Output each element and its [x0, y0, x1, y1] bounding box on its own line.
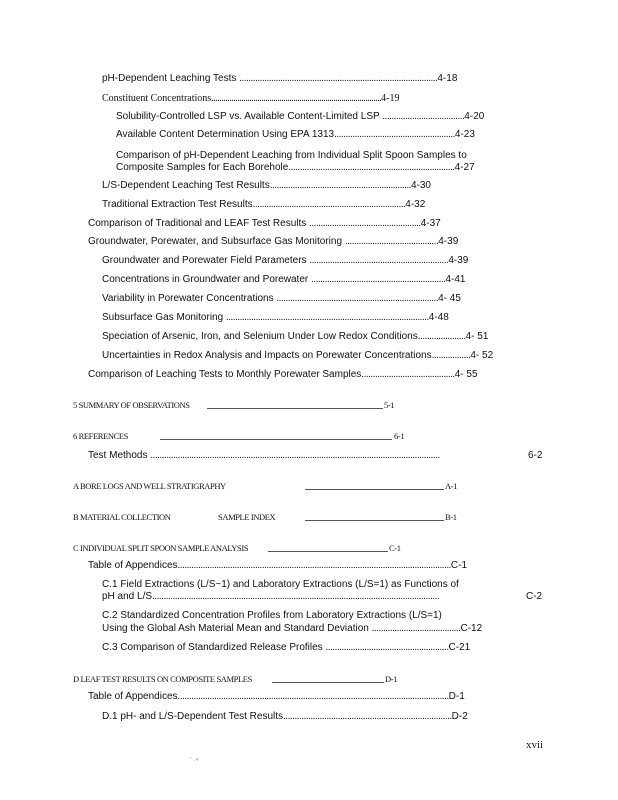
- toc-entry[interactable]: Table of Appendices........................................................................................................................C-1: [88, 560, 468, 571]
- toc-appendix-d[interactable]: D LEAF TEST RESULTS ON COMPOSITE SAMPLES: [73, 674, 252, 684]
- toc-entry[interactable]: Test Methods ...............................................................................................................................: [88, 450, 440, 461]
- toc-appendix-a[interactable]: A BORE LOGS AND WELL STRATIGRAPHY: [73, 481, 226, 491]
- toc-entry[interactable]: Variability in Porewater Concentrations .......................................................................4- 45: [102, 293, 461, 304]
- leader-rule: [268, 551, 388, 552]
- toc-appendix-b-page: B-1: [445, 512, 457, 522]
- leader-rule: [305, 520, 444, 521]
- toc-entry[interactable]: L/S-Dependent Leaching Test Results..............................................................4-30: [102, 180, 431, 191]
- toc-entry[interactable]: Speciation of Arsenic, Iron, and Selenium Under Low Redox Conditions.....................4- 51: [102, 331, 489, 342]
- leader-rule: [305, 489, 444, 490]
- toc-entry[interactable]: Groundwater, Porewater, and Subsurface Gas Monitoring .........................................4-39: [88, 236, 459, 247]
- toc-entry-continued[interactable]: Using the Global Ash Material Mean and Standard Deviation .......................................C-12: [102, 623, 483, 634]
- toc-entry[interactable]: Constituent Concentrations.....................................................................................4-19: [102, 93, 400, 104]
- toc-entry[interactable]: Comparison of Leaching Tests to Monthly Porewater Samples.........................................4- 55: [88, 369, 478, 380]
- toc-entry[interactable]: D.1 pH- and L/S-Dependent Test Results..........................................................................D-2: [102, 711, 468, 722]
- toc-entry-page: 6-2: [528, 450, 543, 461]
- footer-mark: ´ ·⁴: [190, 758, 199, 764]
- toc-entry[interactable]: C.1 Field Extractions (L/S~1) and Laboratory Extractions (L/S=1) as Functions of: [102, 579, 459, 590]
- toc-entry[interactable]: Solubility-Controlled LSP vs. Available Content-Limited LSP ....................................4-20: [116, 111, 485, 122]
- toc-entry[interactable]: Comparison of Traditional and LEAF Test Results .................................................4-37: [88, 218, 441, 229]
- toc-entry-continued[interactable]: Composite Samples for Each Borehole.........................................................................4-27: [116, 162, 475, 173]
- leader-rule: [272, 682, 384, 683]
- toc-entry[interactable]: Concentrations in Groundwater and Porewater ...........................................................4-41: [102, 274, 466, 285]
- toc-appendix-d-page: D-1: [385, 674, 398, 684]
- toc-appendix-c[interactable]: C INDIVIDUAL SPLIT SPOON SAMPLE ANALYSIS: [73, 543, 249, 553]
- toc-entry[interactable]: C.3 Comparison of Standardized Release Profiles ......................................................C-21: [102, 642, 471, 653]
- toc-chapter-5[interactable]: 5 SUMMARY OF OBSERVATIONS: [73, 400, 190, 410]
- toc-appendix-b-sub[interactable]: SAMPLE INDEX: [218, 512, 276, 522]
- toc-appendix-b[interactable]: B MATERIAL COLLECTION: [73, 512, 171, 522]
- leader-rule: [207, 408, 383, 409]
- toc-entry[interactable]: Table of Appendices.......................................................................................................................D-1: [88, 691, 465, 702]
- toc-entry-continued[interactable]: pH and L/S..............................................................................................................................: [102, 591, 440, 602]
- toc-chapter-5-page: 5-1: [384, 400, 395, 410]
- toc-entry[interactable]: pH-Dependent Leaching Tests .......................................................................................4-18: [102, 73, 458, 84]
- toc-chapter-6-page: 6-1: [394, 431, 405, 441]
- toc-entry[interactable]: Traditional Extraction Test Results...................................................................4-32: [102, 199, 426, 210]
- toc-entry[interactable]: Groundwater and Porewater Field Parameters .............................................................4-39: [102, 255, 469, 266]
- toc-appendix-a-page: A-1: [445, 481, 458, 491]
- leader-rule: [160, 439, 392, 440]
- page-number: xvii: [526, 739, 544, 751]
- toc-entry[interactable]: Uncertainties in Redox Analysis and Impacts on Porewater Concentrations.................4- 52: [102, 350, 494, 361]
- toc-chapter-6[interactable]: 6 REFERENCES: [73, 431, 128, 441]
- toc-entry[interactable]: Comparison of pH-Dependent Leaching from Individual Split Spoon Samples to: [116, 150, 467, 161]
- toc-entry[interactable]: Available Content Determination Using EPA 1313.....................................................4-23: [116, 129, 475, 140]
- toc-appendix-c-page: C-1: [389, 543, 401, 553]
- toc-entry[interactable]: C.2 Standardized Concentration Profiles from Laboratory Extractions (L/S=1): [102, 610, 442, 621]
- toc-entry-page: C-2: [526, 591, 543, 602]
- toc-entry[interactable]: Subsurface Gas Monitoring .........................................................................................4-48: [102, 312, 449, 323]
